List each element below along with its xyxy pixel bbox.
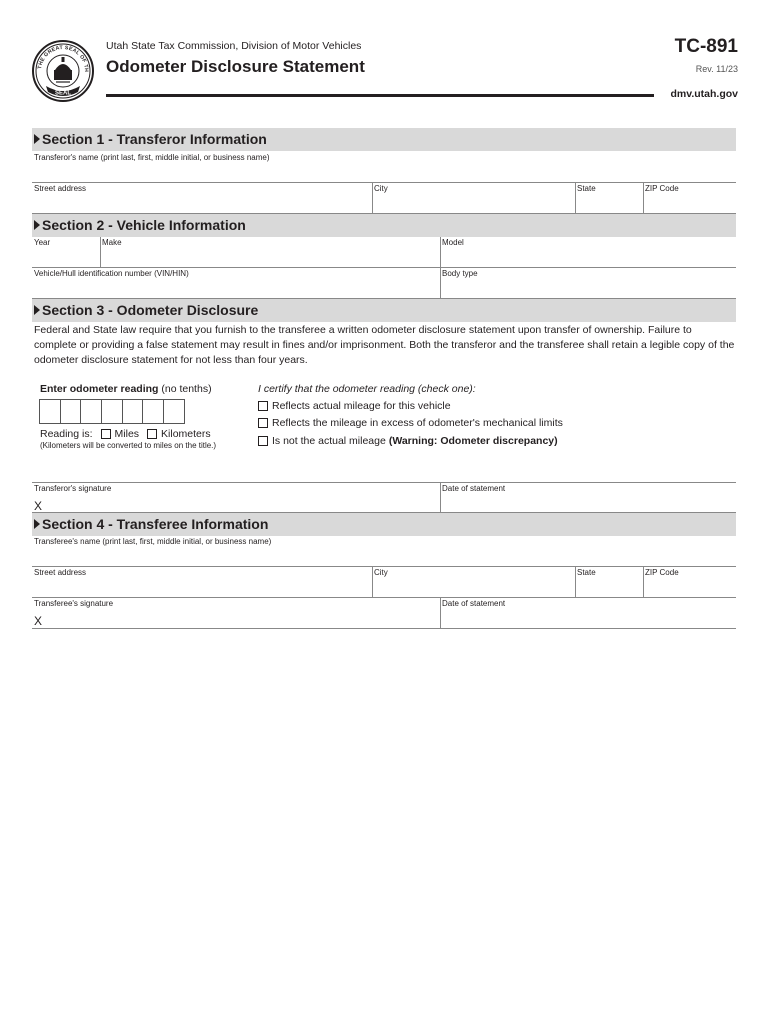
section-3-title: Section 3 - Odometer Disclosure [42,302,259,318]
option-excess-mileage [258,417,563,429]
form-number: TC-891 [674,36,738,57]
kilometers-checkbox[interactable] [147,429,157,439]
option-actual-mileage [258,400,451,412]
odometer-digit-box[interactable] [122,399,144,424]
odometer-digit-box[interactable] [60,399,82,424]
caret-right-icon [34,305,40,315]
transferor-zip-field[interactable] [643,183,736,214]
actual-mileage-checkbox[interactable] [258,401,268,411]
city-label: City [374,568,388,577]
excess-mileage-label: Reflects the mileage in excess of odometer's mechanical limits [272,417,563,429]
not-actual-mileage-checkbox[interactable] [258,436,268,446]
section-4-header [32,513,736,536]
vin-label: Vehicle/Hull identification number (VIN/HIN) [34,269,189,278]
kilometers-label: Kilometers [161,428,211,440]
caret-right-icon [34,134,40,144]
transferee-name-field[interactable] [32,536,736,567]
date-of-statement-label: Date of statement [442,484,506,493]
website-link[interactable]: dmv.utah.gov [670,88,738,100]
zip-label: ZIP Code [645,568,679,577]
revision-date: Rev. 11/23 [695,64,738,74]
transferee-name-label: Transferee's name (print last, first, middle initial, or business name) [34,537,272,546]
section-4-title: Section 4 - Transferee Information [42,516,269,532]
section-1-title: Section 1 - Transferor Information [42,131,267,147]
state-label: State [577,568,596,577]
discrepancy-warning: (Warning: Odometer discrepancy) [388,435,558,447]
transferee-state-field[interactable] [575,567,643,598]
disclosure-paragraph: Federal and State law require that you furnish to the transferee a written odometer disclosure statement upon transfer of ownership. Failure to complete or providing a false statement may result in fines and/or imprisonment. Both the transferor and the transferee shall retain a legible copy of the odometer disclosure statement for not less than four years. [34,324,735,366]
agency-name: Utah State Tax Commission, Division of Motor Vehicles [106,40,362,52]
odometer-digit-box[interactable] [39,399,61,424]
state-label: State [577,184,596,193]
reading-unit-row [40,428,211,440]
state-seal-logo [32,40,94,102]
make-label: Make [102,238,122,247]
kilometers-note: (Kilometers will be converted to miles on the title.) [40,441,217,450]
odometer-digit-box[interactable] [142,399,164,424]
section-2-title: Section 2 - Vehicle Information [42,217,246,233]
signature-x-mark: X [34,499,43,513]
svg-text:SEAL: SEAL [54,90,72,97]
caret-right-icon [34,220,40,230]
odometer-label-rest: (no tenths) [158,383,212,395]
not-actual-mileage-label: Is not the actual mileage [272,435,386,447]
certify-label: I certify that the odometer reading (check one): [258,383,476,395]
street-address-label: Street address [34,184,87,193]
svg-text:THE GREAT SEAL OF THE STATE OF: THE GREAT SEAL OF TH [37,44,90,73]
form-title: Odometer Disclosure Statement [106,57,365,76]
section-1-header [32,128,736,151]
signature-x-mark: X [34,614,43,628]
city-label: City [374,184,388,193]
transferor-city-field[interactable] [372,183,575,214]
model-label: Model [442,238,464,247]
transferee-signature-field[interactable] [32,598,440,629]
body-type-field[interactable] [440,268,736,299]
option-not-actual-mileage [258,435,558,447]
transferor-state-field[interactable] [575,183,643,214]
odometer-label-bold: Enter odometer reading [40,383,159,395]
transferor-street-field[interactable] [32,183,372,214]
transferor-name-label: Transferor's name (print last, first, middle initial, or business name) [34,153,270,162]
body-type-label: Body type [442,269,478,278]
odometer-reading-label [40,383,212,395]
transferor-name-field[interactable] [32,152,736,183]
header-divider [106,94,654,97]
vehicle-year-field[interactable] [32,237,100,268]
odometer-digit-box[interactable] [101,399,123,424]
transferor-signature-field[interactable] [32,482,440,513]
odometer-digit-boxes [39,399,184,424]
zip-label: ZIP Code [645,184,679,193]
transferee-city-field[interactable] [372,567,575,598]
excess-mileage-checkbox[interactable] [258,418,268,428]
miles-label: Miles [114,428,140,440]
actual-mileage-label: Reflects actual mileage for this vehicle [272,400,451,412]
reading-is-label: Reading is: [40,428,93,440]
transferee-date-field[interactable] [440,598,736,629]
transferee-zip-field[interactable] [643,567,736,598]
miles-checkbox[interactable] [101,429,111,439]
vehicle-model-field[interactable] [440,237,736,268]
section-3-header [32,299,736,322]
vin-field[interactable] [32,268,440,299]
transferee-street-field[interactable] [32,567,372,598]
transferor-date-field[interactable] [440,482,736,513]
transferor-signature-label: Transferor's signature [34,484,112,493]
year-label: Year [34,238,51,247]
odometer-digit-box[interactable] [80,399,102,424]
street-address-label: Street address [34,568,87,577]
odometer-digit-box[interactable] [163,399,185,424]
section-2-header [32,214,736,237]
caret-right-icon [34,519,40,529]
transferee-signature-label: Transferee's signature [34,599,114,608]
date-of-statement-label: Date of statement [442,599,506,608]
vehicle-make-field[interactable] [100,237,440,268]
